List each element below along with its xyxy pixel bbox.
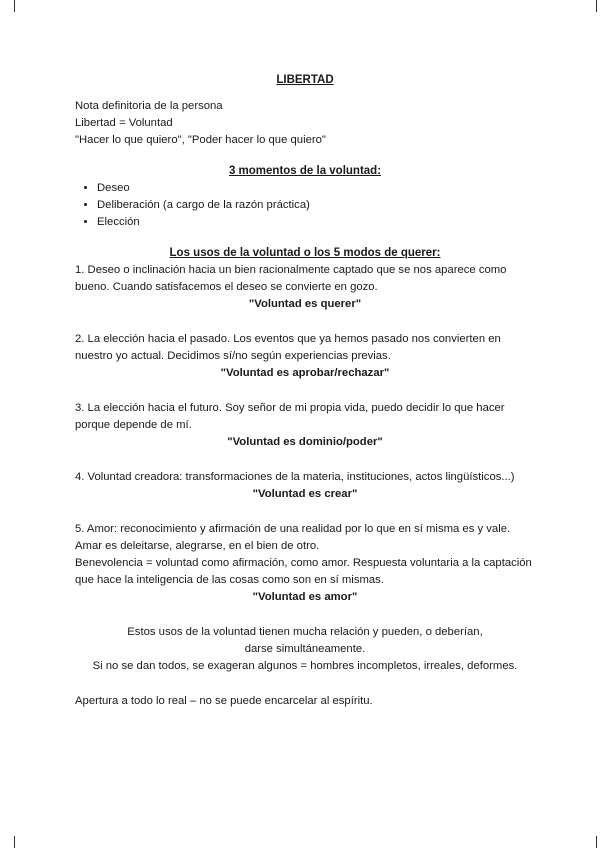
moments-heading: 3 momentos de la voluntad: (228, 165, 382, 177)
intro-line: Nota definitoria de la persona (75, 100, 223, 112)
use-text: 4. Voluntad creadora: transformaciones de la materia, instituciones, actos lingüísticos...) (75, 471, 515, 483)
intro-line: Libertad = Voluntad (75, 117, 173, 129)
love-text: 5. Amor: reconocimiento y afirmación de una realidad por lo que en sí misma es y vale. (75, 523, 511, 535)
crop-mark (14, 0, 15, 12)
moments-list (75, 180, 535, 231)
use-quote: "Voluntad es amor" (252, 591, 358, 603)
crop-mark (596, 836, 597, 848)
closing-text: Apertura a todo lo real – no se puede encarcelar al espíritu. (75, 695, 373, 707)
list-item: • Elección (97, 214, 535, 231)
crop-mark (14, 836, 15, 848)
conclusion-text: Estos usos de la voluntad tienen mucha relación y pueden, o deberían, darse simultáneamente. (127, 626, 483, 655)
use-text: 1. Deseo o inclinación hacia un bien racionalmente captado que se nos aparece como bueno. Cuando satisfacemos el deseo se convierte en gozo. (75, 264, 507, 293)
use-quote: "Voluntad es crear" (252, 488, 358, 500)
document-page (75, 72, 535, 710)
use-text: 3. La elección hacia el futuro. Soy señor de mi propia vida, puedo decidir lo que hacer porque depende de mí. (75, 402, 505, 431)
crop-mark (596, 0, 597, 12)
list-item: • Deseo (97, 180, 535, 197)
list-item: • Deliberación (a cargo de la razón práctica) (97, 197, 535, 214)
love-text: Amar es deleitarse, alegrarse, en el bien de otro. (75, 540, 320, 552)
love-text: Benevolencia = voluntad como afirmación, como amor. Respuesta voluntaria a la captación que hace la inteligencia de las cosas como son en sí mismas. (75, 557, 532, 586)
use-quote: "Voluntad es querer" (248, 298, 362, 310)
conclusion-text: Si no se dan todos, se exageran algunos = hombres incompletos, irreales, deformes. (92, 660, 518, 672)
page-title: LIBERTAD (276, 74, 334, 86)
use-quote: "Voluntad es dominio/poder" (227, 436, 383, 448)
use-quote: "Voluntad es aprobar/rechazar" (220, 367, 390, 379)
use-text: 2. La elección hacia el pasado. Los eventos que ya hemos pasado nos convierten en nuestro yo actual. Decidimos sí/no según experiencias previas. (75, 333, 501, 362)
uses-heading: Los usos de la voluntad o los 5 modos de querer: (169, 247, 441, 259)
intro-line: "Hacer lo que quiero", "Poder hacer lo que quiero" (75, 134, 326, 146)
